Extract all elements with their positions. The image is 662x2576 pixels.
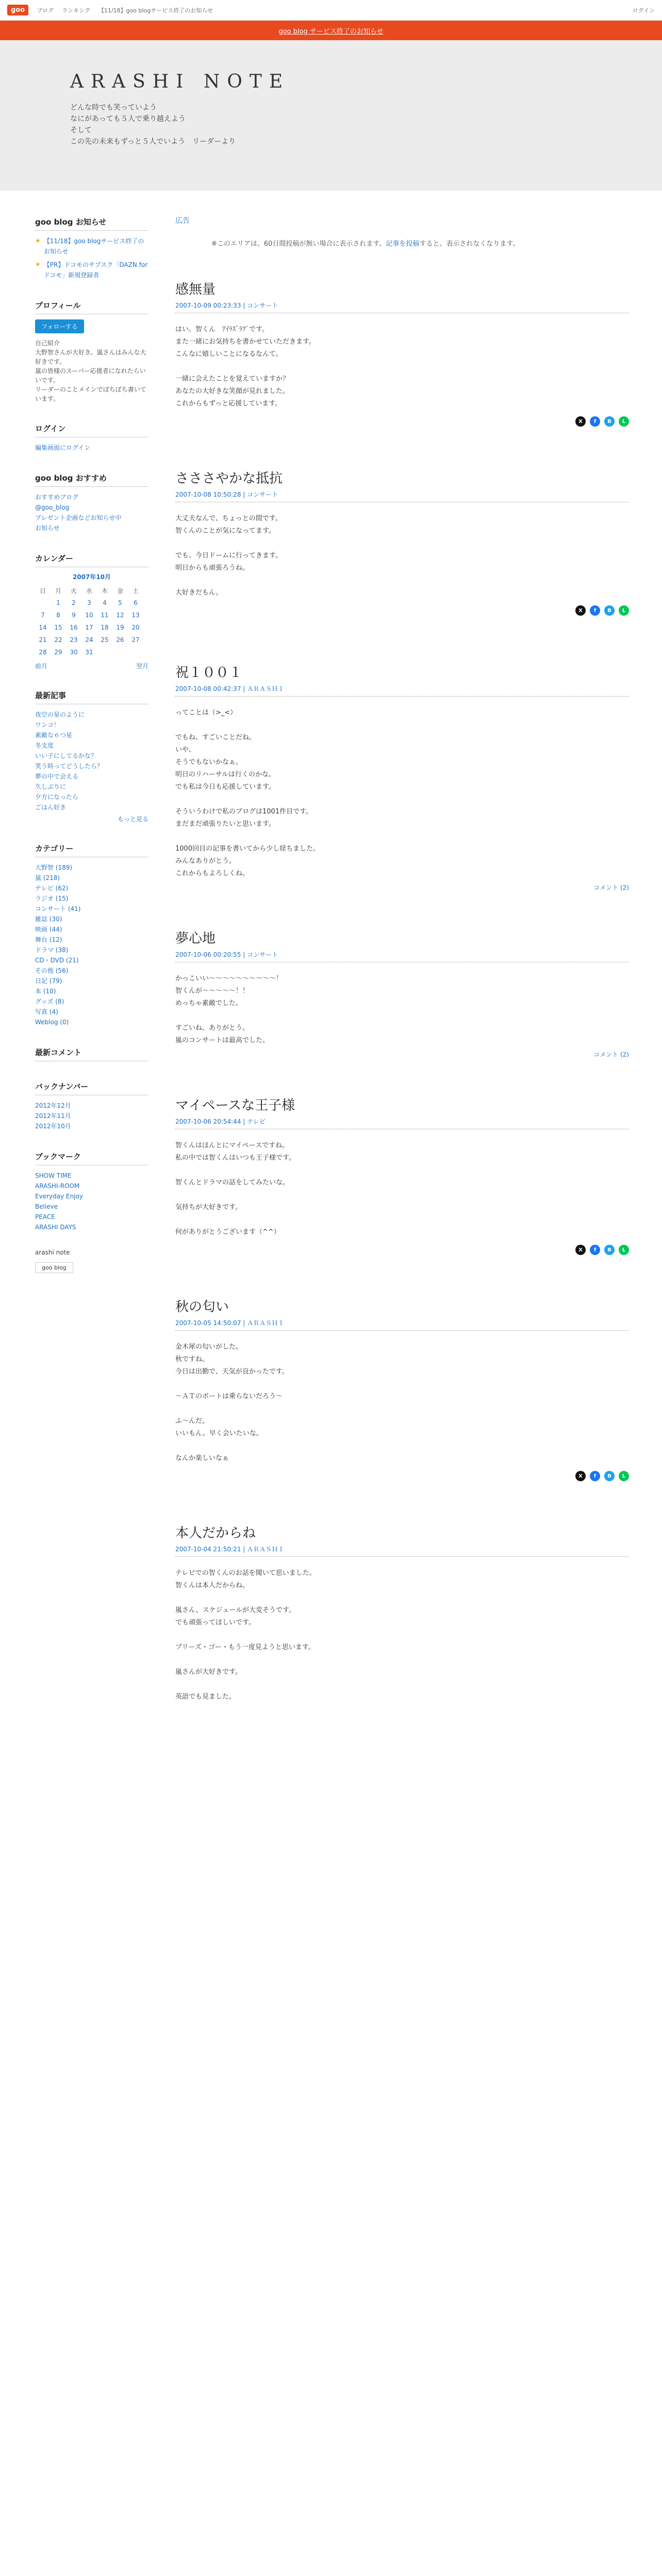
ad-heading: 広告: [175, 217, 190, 225]
hatena-share-icon[interactable]: B: [604, 1471, 615, 1481]
weekday: 日: [39, 587, 46, 595]
category-link[interactable]: コンサート (41): [35, 905, 81, 912]
calendar-day[interactable]: 28: [39, 649, 47, 656]
x-share-icon[interactable]: X: [575, 1471, 586, 1481]
top-nav-blog[interactable]: ブログ: [37, 7, 54, 14]
ad-post-link[interactable]: 記事を投稿: [386, 240, 420, 248]
recent-link[interactable]: 夢の中で会える: [35, 773, 79, 780]
login-heading: ログイン: [35, 423, 148, 437]
calendar-day[interactable]: 21: [39, 636, 47, 643]
bookmark-heading: ブックマーク: [35, 1151, 148, 1165]
calendar-day[interactable]: [112, 646, 128, 658]
category-link[interactable]: 本 (10): [35, 988, 56, 995]
calendar-day[interactable]: 9: [72, 612, 76, 619]
calendar-day[interactable]: 10: [85, 612, 93, 619]
post-body: かっこいい〜〜〜〜〜〜〜〜〜〜！ 智くんが〜〜〜〜〜！！ めっちゃ素敵でした。 すごいね、ありがとう。 嵐のコンサートは最高でした。: [175, 975, 283, 1044]
line-share-icon[interactable]: L: [619, 605, 629, 616]
category-link[interactable]: 舞台 (12): [35, 936, 62, 943]
hatena-share-icon[interactable]: B: [604, 1245, 615, 1255]
calendar-heading: カレンダー: [35, 553, 148, 567]
x-share-icon[interactable]: X: [575, 416, 586, 427]
main-content: [175, 215, 629, 1703]
weekday: 木: [101, 587, 108, 595]
calendar-day[interactable]: [128, 646, 143, 658]
notice-item[interactable]: [35, 260, 148, 280]
sidebar-footer-text: arashi note: [35, 1249, 70, 1256]
top-nav: [37, 6, 213, 14]
bookmark-link[interactable]: PEACE: [35, 1213, 55, 1221]
comment-link[interactable]: コメント (2): [593, 884, 629, 891]
recommend-heading: goo blog おすすめ: [35, 472, 148, 487]
x-share-icon[interactable]: X: [575, 605, 586, 616]
post-body: ってことは（>_<） でもね、すごいことだね。 いや、 そうでもないかなぁ。 明日のリハーサルは行くのかな。 でも私は今日も応援しています。 そういうわけで私のブログは1001件目です。 まだまだ頑張りたいと思います。 1000回目の記事を書いてから少し経ちました。 みんなありがとう。 これからもよろしくね。: [175, 709, 320, 877]
line-share-icon[interactable]: L: [619, 1245, 629, 1255]
post-title[interactable]: マイペースな王子様: [175, 1098, 295, 1113]
calendar-day[interactable]: 25: [101, 636, 109, 643]
recommend-link-4[interactable]: お知らせ: [35, 524, 60, 532]
goo-blog-badge[interactable]: goo blog: [35, 1262, 73, 1273]
calendar-day[interactable]: 16: [70, 624, 78, 631]
share-buttons: [175, 416, 629, 427]
edit-login-link[interactable]: 編集画面にログイン: [35, 444, 91, 451]
post: [175, 662, 629, 892]
hatena-share-icon[interactable]: B: [604, 416, 615, 427]
post-meta[interactable]: 2007-10-04 21:50:21 | ＡＲＡＳＨＩ: [175, 1541, 629, 1557]
weekday: 土: [132, 587, 139, 595]
recent-heading: 最新記事: [35, 690, 148, 704]
post-body: はい。智くん ｱｲﾗｽﾞﾗﾌﾞです。 また一緒にお気持ちを書かせていただきます。 こんなに嬉しいことになるなんて。 一緒に会えたことを覚えていますか？ あなたの大好きな笑顔が見れました。 これからもずっと応援しています。: [175, 326, 316, 408]
notice-item[interactable]: [35, 236, 148, 257]
recent-link[interactable]: ごはん好き: [35, 804, 67, 811]
calendar-day[interactable]: 27: [131, 636, 140, 643]
bookmark-link[interactable]: Believe: [35, 1203, 58, 1210]
facebook-share-icon[interactable]: f: [590, 605, 600, 616]
post: [175, 1296, 629, 1481]
calendar-day[interactable]: 2: [72, 599, 76, 606]
recent-link[interactable]: 素敵な６つ星: [35, 732, 73, 739]
category-link[interactable]: その他 (56): [35, 967, 69, 974]
post-title[interactable]: 本人だからね: [175, 1526, 256, 1541]
star-icon: ★: [35, 237, 41, 244]
backnumber-link[interactable]: 2012年12月: [35, 1102, 71, 1109]
category-link[interactable]: 日記 (79): [35, 977, 62, 985]
category-link[interactable]: 写真 (4): [35, 1008, 58, 1015]
recommend-link-3[interactable]: プレゼント企画などお知らせ中: [35, 514, 122, 521]
category-link[interactable]: ドラマ (38): [35, 946, 69, 954]
category-link[interactable]: 雑誌 (30): [35, 916, 62, 923]
post-body: 智くんはほんとにマイペースですね。 私の中では智くんはいつも王子様です。 智くんとドラマの話をしてみたいな。 気持ちが大好きです。 何がありがとうございます（^^）: [175, 1142, 295, 1236]
weekday: 火: [70, 587, 77, 595]
post-meta[interactable]: 2007-10-06 20:54:44 | テレビ: [175, 1114, 629, 1129]
recommend-link-2[interactable]: @goo_blog: [35, 504, 70, 511]
category-link[interactable]: CD・DVD (21): [35, 957, 79, 964]
post: [175, 468, 629, 616]
category-link[interactable]: グッズ (8): [35, 998, 64, 1005]
category-link[interactable]: ラジオ (15): [35, 895, 69, 902]
post-title[interactable]: 秋の匂い: [175, 1299, 229, 1315]
post-meta[interactable]: 2007-10-09 00:23:33 | コンサート: [175, 298, 629, 313]
recent-link[interactable]: 夜空の星のように: [35, 711, 85, 718]
sidebar-notice-heading: goo blog お知らせ: [35, 216, 148, 231]
calendar-day[interactable]: 31: [85, 649, 93, 656]
line-share-icon[interactable]: L: [619, 416, 629, 427]
top-nav-notice[interactable]: 【11/18】goo blogサービス終了のお知らせ: [98, 7, 213, 14]
post-body: 金木犀の匂いがした。 秋ですね。 今日は出勤で、天気が良かったです。 〜ＡＴのボートは乗らないだろう〜 ふ〜んだ。 いいもん。早く会いたいな。 なんか楽しいなぁ: [175, 1343, 289, 1462]
facebook-share-icon[interactable]: f: [590, 1245, 600, 1255]
post-title[interactable]: 夢心地: [175, 931, 216, 946]
facebook-share-icon[interactable]: f: [590, 416, 600, 427]
recent-link[interactable]: いい子にしてるかな？: [35, 752, 97, 759]
post-body: テレビでの智くんのお話を聞いて思いました。 智くんは本人だからね。 嵐さん、スケジュールが大変そうです。 でも頑張ってほしいです。 プリーズ・ゴー・もう一度見ようと思います。 嵐さんが大好きです。 英語でも見ました。: [175, 1569, 316, 1701]
hatena-share-icon[interactable]: B: [604, 605, 615, 616]
calendar-day[interactable]: 19: [116, 624, 124, 631]
calendar-day[interactable]: 29: [54, 649, 62, 656]
post-body: 大丈夫なんで、ちょっとの間です。 智くんのことが気になってます。 でも、今日ドームに行ってきます。 明日からも頑張ろうね。 大好きだもん。: [175, 515, 282, 597]
calendar-day[interactable]: 26: [116, 636, 124, 643]
recent-link[interactable]: ワンコ！: [35, 721, 60, 728]
follow-button[interactable]: フォローする: [35, 319, 84, 333]
bookmark-link[interactable]: ARASHI-ROOM: [35, 1182, 80, 1190]
post-title[interactable]: 感無量: [175, 282, 216, 297]
bookmark-link[interactable]: Everyday Enjoy: [35, 1193, 83, 1200]
calendar-day[interactable]: 3: [87, 599, 91, 606]
calendar-day[interactable]: 8: [56, 612, 60, 619]
calendar-day[interactable]: 1: [56, 599, 60, 606]
post: [175, 1522, 629, 1703]
calendar-title: 2007年10月: [72, 573, 111, 581]
goo-logo[interactable]: goo: [7, 5, 28, 15]
notice-bar: [0, 21, 662, 40]
post-meta[interactable]: 2007-10-08 10:50:28 | コンサート: [175, 487, 629, 502]
share-buttons: [175, 605, 629, 616]
share-buttons: [175, 1245, 629, 1255]
comment-link[interactable]: コメント (2): [593, 1051, 629, 1058]
category-link[interactable]: 嵐 (218): [35, 874, 60, 882]
profile-heading: プロフィール: [35, 300, 148, 314]
category-link[interactable]: Weblog (0): [35, 1019, 69, 1026]
recommend-link-1[interactable]: おすすめブログ: [35, 494, 79, 501]
x-share-icon[interactable]: X: [575, 1245, 586, 1255]
calendar-day[interactable]: 12: [116, 612, 124, 619]
facebook-share-icon[interactable]: f: [590, 1471, 600, 1481]
profile-text: 自己紹介 大野智さんが大好き。嵐さんはみんな大好きです。 嵐の皆様のスーパー応援者になれたらいいです。 リーダーのことメインでぼちぼち書いています。: [35, 340, 146, 402]
weekday: 金: [117, 587, 123, 595]
post-meta[interactable]: 2007-10-05 14:50:07 | ＡＲＡＳＨＩ: [175, 1315, 629, 1331]
calendar-prev-link[interactable]: 前月: [35, 663, 48, 670]
ad-notice-text: ※このエリアは、60日間投稿が無い場合に表示されます。: [211, 240, 386, 248]
blog-description: どんな時でも笑っていよう なにがあっても５人で乗り越えよう そして この先の未来もずっと５人でいよう リーダーより: [70, 104, 236, 146]
star-icon: ★: [35, 261, 41, 268]
post: [175, 279, 629, 427]
calendar-day[interactable]: 14: [39, 624, 47, 631]
post: [175, 928, 629, 1059]
recent-link[interactable]: 笑う時ってどうしたら？: [35, 762, 104, 770]
category-link[interactable]: テレビ (62): [35, 885, 69, 892]
post-title[interactable]: 祝１００１: [175, 665, 243, 681]
recent-link[interactable]: 久しぶりに: [35, 783, 67, 790]
top-nav-ranking[interactable]: ランキング: [62, 7, 90, 14]
backnumber-link[interactable]: 2012年10月: [35, 1123, 71, 1130]
weekday: 水: [86, 587, 92, 595]
calendar-day[interactable]: 7: [41, 612, 45, 619]
post-title[interactable]: さささやかな抵抗: [175, 471, 283, 486]
bookmark-link[interactable]: SHOW TIME: [35, 1172, 72, 1179]
share-buttons: [175, 1471, 629, 1481]
post-meta[interactable]: 2007-10-06 00:20:55 | コンサート: [175, 947, 629, 962]
calendar-nav: [35, 662, 148, 670]
calendar-day[interactable]: 20: [131, 624, 140, 631]
calendar: [35, 584, 143, 658]
calendar-day[interactable]: 15: [54, 624, 62, 631]
backnumber-link[interactable]: 2012年11月: [35, 1112, 71, 1120]
category-link[interactable]: 大野智 (189): [35, 864, 73, 871]
calendar-day[interactable]: 23: [70, 636, 78, 643]
ad-notice-tail: すると、表示されなくなります。: [419, 240, 520, 248]
calendar-day[interactable]: [97, 646, 112, 658]
calendar-day[interactable]: 24: [85, 636, 93, 643]
ad-notice: [211, 238, 629, 248]
comment-heading: 最新コメント: [35, 1047, 148, 1061]
weekday: 月: [55, 587, 61, 595]
category-link[interactable]: 映画 (44): [35, 926, 62, 933]
calendar-day[interactable]: 6: [134, 599, 138, 606]
notice-bar-link[interactable]: goo blog サービス終了のお知らせ: [278, 27, 384, 36]
calendar-day[interactable]: 17: [85, 624, 93, 631]
calendar-day[interactable]: 22: [54, 636, 62, 643]
calendar-day[interactable]: 13: [131, 612, 140, 619]
calendar-day[interactable]: 5: [118, 599, 122, 606]
notice-link-1[interactable]: 【11/18】goo blogサービス終了のお知らせ: [43, 238, 144, 255]
calendar-day[interactable]: 18: [101, 624, 109, 631]
blog-title[interactable]: ARASHI NOTE: [70, 71, 290, 92]
calendar-day[interactable]: [35, 597, 51, 609]
sidebar: [35, 216, 148, 1273]
recent-link[interactable]: 夕方になったら: [35, 793, 79, 801]
calendar-next-link[interactable]: 翌月: [136, 663, 148, 670]
recent-link[interactable]: 冬支度: [35, 742, 54, 749]
login-link[interactable]: ログイン: [632, 7, 655, 14]
notice-link-2[interactable]: 【PR】ドコモのサブスク「DAZN for ドコモ」新規登録者: [43, 261, 148, 279]
category-heading: カテゴリー: [35, 843, 148, 857]
calendar-day[interactable]: 4: [103, 599, 107, 606]
post: [175, 1095, 629, 1255]
bookmark-link[interactable]: ARASHI DAYS: [35, 1224, 76, 1231]
line-share-icon[interactable]: L: [619, 1471, 629, 1481]
recent-more-link[interactable]: もっと見る: [117, 816, 148, 823]
calendar-day[interactable]: 30: [70, 649, 78, 656]
post-meta[interactable]: 2007-10-08 00:42:37 | ＡＲＡＳＨＩ: [175, 681, 629, 697]
backnumber-heading: バックナンバー: [35, 1081, 148, 1095]
calendar-day[interactable]: 11: [101, 612, 109, 619]
top-bar: [0, 0, 662, 21]
